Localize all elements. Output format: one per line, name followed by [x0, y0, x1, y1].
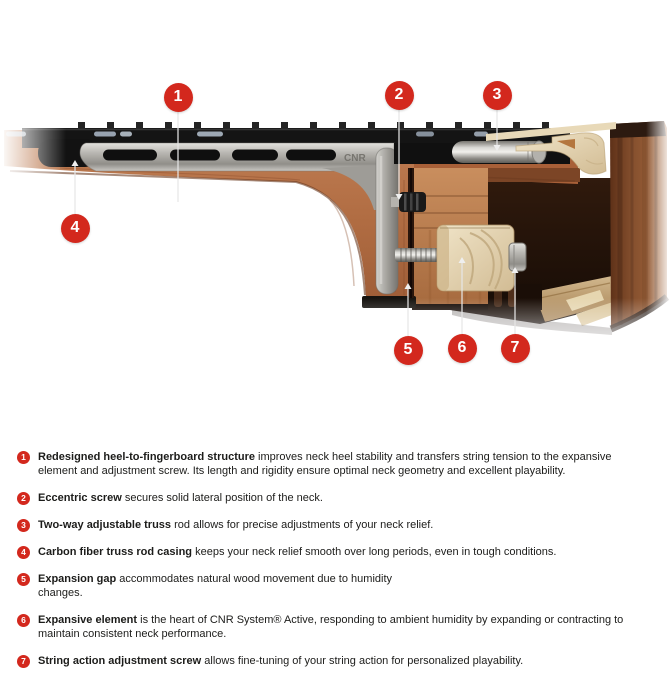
item-text-5: accommodates natural wood movement due to humidity changes.: [38, 573, 393, 599]
expansion-gap: [408, 168, 414, 298]
item-number-badge-7: 7: [17, 655, 30, 668]
item-bold-label-2: Eccentric screw: [38, 492, 122, 504]
legend-item-1: [17, 450, 661, 478]
legend-item-2: [17, 491, 661, 505]
legend: [17, 450, 661, 681]
item-bold-label-5: Expansion gap: [38, 573, 117, 585]
item-text-3: rod allows for precise adjustments of your neck relief.: [171, 519, 434, 531]
item-bold-label-1: Redesigned heel-to-fingerboard structure: [38, 451, 255, 463]
callout-marker-1: 1: [164, 83, 193, 112]
expansive-element: [437, 225, 514, 291]
item-text-1: improves neck heel stability and transfers string tension to the expansive element and adjustment screw. Its length and rigidity ensure optimal neck geometry and excellent playability.: [38, 451, 612, 477]
item-number-badge-4: 4: [17, 546, 30, 559]
item-number-badge-2: 2: [17, 492, 30, 505]
item-bold-label-6: Expansive element: [38, 614, 138, 626]
item-description-7: [38, 654, 523, 668]
callout-marker-7: 7: [501, 334, 530, 363]
callout-marker-2: 2: [385, 81, 414, 110]
legend-item-3: [17, 518, 661, 532]
legend-item-5: [17, 572, 661, 600]
aluminum-support-channel: [80, 143, 394, 171]
item-bold-label-3: Two-way adjustable truss: [38, 519, 172, 531]
callout-marker-6: 6: [448, 334, 477, 363]
item-description-6: [38, 613, 644, 641]
item-description-5: [38, 572, 434, 600]
item-bold-label-4: Carbon fiber truss rod casing: [38, 546, 193, 558]
adjustment-screw-rod: [395, 248, 443, 262]
item-number-badge-6: 6: [17, 614, 30, 627]
item-bold-label-7: String action adjustment screw: [38, 655, 202, 667]
callout-marker-5: 5: [394, 336, 423, 365]
legend-item-7: [17, 654, 661, 668]
item-text-4: keeps your neck relief smooth over long periods, even in tough conditions.: [192, 546, 557, 558]
string-action-screw-cap: [509, 243, 526, 271]
item-number-badge-3: 3: [17, 519, 30, 532]
item-number-badge-1: 1: [17, 451, 30, 464]
item-number-badge-5: 5: [17, 573, 30, 586]
item-description-1: [38, 450, 644, 478]
item-text-7: allows fine-tuning of your string action for personalized playability.: [201, 655, 524, 667]
callout-marker-3: 3: [483, 81, 512, 110]
item-description-2: [38, 491, 323, 505]
item-description-4: [38, 545, 556, 559]
item-text-6: is the heart of CNR System® Active, responding to ambient humidity by expanding or contracting to maintain consistent neck performance.: [38, 614, 624, 640]
item-description-3: [38, 518, 433, 532]
legend-item-6: [17, 613, 661, 641]
legend-item-4: [17, 545, 661, 559]
left-fade: [0, 112, 66, 208]
callout-marker-4: 4: [61, 214, 90, 243]
item-text-2: secures solid lateral position of the neck.: [121, 492, 323, 504]
cnr-engraving: CNR: [344, 153, 366, 164]
